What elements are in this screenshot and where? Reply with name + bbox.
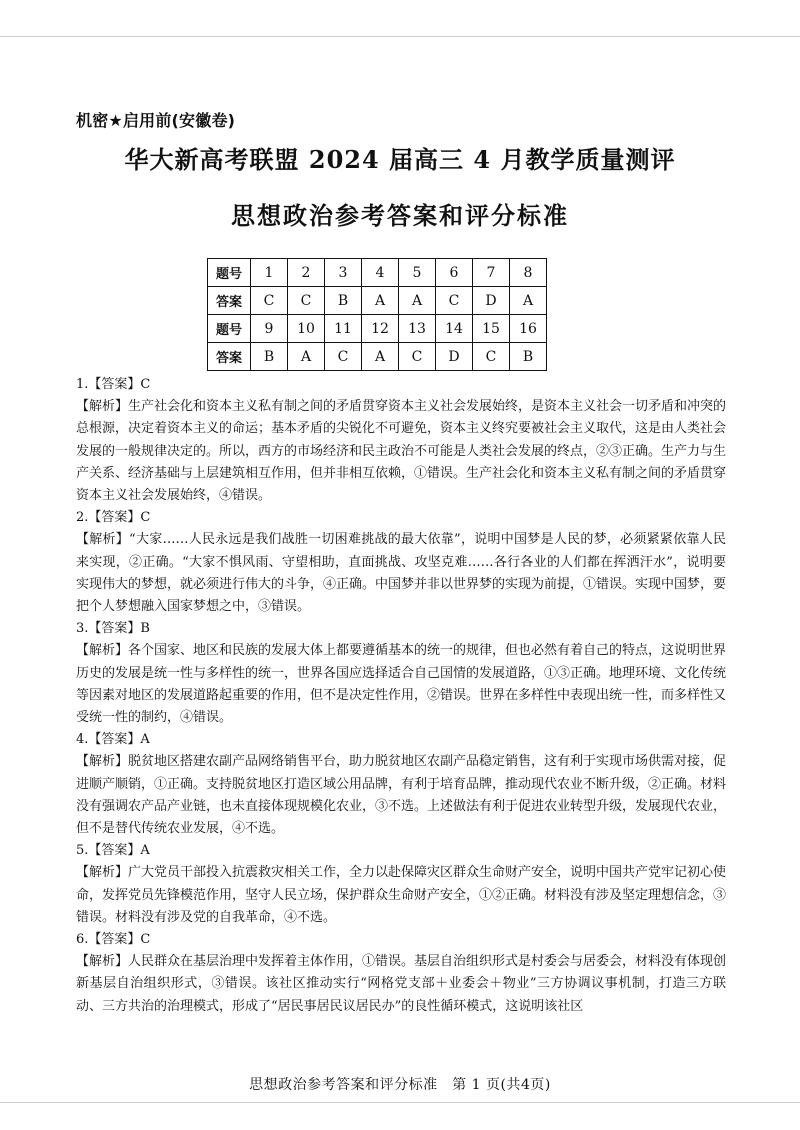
answer-table-row xyxy=(208,315,547,343)
question-block xyxy=(76,374,726,507)
explanation-text: 【解析】脱贫地区搭建农副产品网络销售平台，助力脱贫地区农副产品稳定销售，这有利于实现市场供需对接，促进顺产顺销，①正确。支持脱贫地区打造区域公用品牌，有利于培育品牌，推动现代农业不断升级，②正确。材料没有强调农产品产业链，也未直接体现规模化农业，③不选。上述做法有利于促进农业转型升级，发展现代农业，但不是替代传统农业发展，④不选。 xyxy=(76,754,727,837)
answer-cell: C xyxy=(473,343,510,371)
confidential-label: 机密★启用前(安徽卷) xyxy=(76,111,236,130)
page-title: 华大新高考联盟 2024 届高三 4 月教学质量测评 xyxy=(124,145,676,174)
answer-cell: B xyxy=(325,287,362,315)
question-number: 8 xyxy=(510,259,547,287)
answer-cell: A xyxy=(362,287,399,315)
row-label: 答案 xyxy=(208,343,251,371)
answer-heading: 1.【答案】C xyxy=(76,377,151,392)
answer-cell: A xyxy=(510,287,547,315)
row-label: 题号 xyxy=(208,259,251,287)
answer-cell: C xyxy=(288,287,325,315)
answer-cell: C xyxy=(399,343,436,371)
answer-table-row xyxy=(208,343,547,371)
question-block xyxy=(76,729,726,840)
answer-cell: A xyxy=(362,343,399,371)
answer-cell: B xyxy=(510,343,547,371)
question-number: 9 xyxy=(251,315,288,343)
question-number: 10 xyxy=(288,315,325,343)
question-block xyxy=(76,840,726,929)
answer-cell: D xyxy=(473,287,510,315)
answer-heading: 4.【答案】A xyxy=(76,732,150,748)
answer-cell: B xyxy=(251,343,288,371)
answer-table-row xyxy=(208,259,547,287)
answer-table xyxy=(207,258,547,371)
explanation-text: 【解析】人民群众在基层治理中发挥着主体作用，①错误。基层自治组织形式是村委会与居委会，材料没有体现创新基层自治组织形式，③错误。该社区推动实行“网格党支部＋业委会＋物业”三方协调议事机制，打造三方联动、三方共治的治理模式，形成了“居民事居民议居民办”的良性循环模式，这说明该社区 xyxy=(76,954,727,1014)
answer-cell: C xyxy=(251,287,288,315)
top-rule xyxy=(0,36,800,37)
question-number: 15 xyxy=(473,315,510,343)
row-label: 题号 xyxy=(208,315,251,343)
page-footer: 思想政治参考答案和评分标准 第 1 页(共4页) xyxy=(249,1077,551,1093)
question-number: 3 xyxy=(325,259,362,287)
question-number: 7 xyxy=(473,259,510,287)
question-number: 4 xyxy=(362,259,399,287)
row-label: 答案 xyxy=(208,287,251,315)
answer-heading: 3.【答案】B xyxy=(76,621,150,637)
question-number: 13 xyxy=(399,315,436,343)
answer-heading: 6.【答案】C xyxy=(76,932,151,948)
explanation-text: 【解析】广大党员干部投入抗震救灾相关工作，全力以赴保障灾区群众生命财产安全，说明中国共产党牢记初心使命，发挥党员先锋模范作用，坚守人民立场，保护群众生命财产安全，①②正确。材料没有涉及坚定理想信念，③错误。材料没有涉及党的自我革命，④不选。 xyxy=(76,865,727,925)
question-number: 14 xyxy=(436,315,473,343)
answer-cell: A xyxy=(399,287,436,315)
answer-cell: A xyxy=(288,343,325,371)
answer-cell: C xyxy=(325,343,362,371)
answer-cell: D xyxy=(436,343,473,371)
answer-heading: 2.【答案】C xyxy=(76,510,151,526)
explanation-text: 【解析】生产社会化和资本主义私有制之间的矛盾贯穿资本主义社会发展始终，是资本主义社会一切矛盾和冲突的总根源，决定着资本主义的命运；基本矛盾的尖锐化不可避免，资本主义终究要被社会主义取代，这是由人类社会发展的一般规律决定的。所以，西方的市场经济和民主政治不可能是人类社会发展的终点，②③正确。生产力与生产关系、经济基础与上层建筑相互作用，但并非相互依赖，①错误。生产社会化和资本主义私有制之间的矛盾贯穿资本主义社会发展始终，④错误。 xyxy=(76,399,727,504)
answer-heading: 5.【答案】A xyxy=(76,843,150,859)
question-number: 2 xyxy=(288,259,325,287)
question-block xyxy=(76,929,726,1018)
question-number: 1 xyxy=(251,259,288,287)
question-number: 16 xyxy=(510,315,547,343)
question-number: 6 xyxy=(436,259,473,287)
answer-table-row xyxy=(208,287,547,315)
explanation-text: 【解析】“大家……人民永远是我们战胜一切困难挑战的最大依靠”，说明中国梦是人民的梦，必须紧紧依靠人民来实现，②正确。“大家不惧风雨、守望相助，直面挑战、攻坚克难……各行各业的人们都在挥洒汗水”，说明要实现伟大的梦想，就必须进行伟大的斗争，④正确。中国梦并非以世界梦的实现为前提，①错误。实现中国梦，要把个人梦想融入国家梦想之中，③错误。 xyxy=(76,532,727,615)
bottom-rule xyxy=(0,1102,800,1103)
explanation-text: 【解析】各个国家、地区和民族的发展大体上都要遵循基本的统一的规律，但也必然有着自己的特点，这说明世界历史的发展是统一性与多样性的统一，世界各国应选择适合自己国情的发展道路，①③正确。地理环境、文化传统等因素对地区的发展道路起重要的作用，但不是决定性作用，②错误。世界在多样性中表现出统一性，而多样性又受统一性的制约，④错误。 xyxy=(76,643,727,726)
question-block xyxy=(76,507,726,618)
explanations xyxy=(76,374,726,1018)
question-number: 12 xyxy=(362,315,399,343)
page-subtitle: 思想政治参考答案和评分标准 xyxy=(231,202,569,230)
question-number: 11 xyxy=(325,315,362,343)
question-block xyxy=(76,618,726,729)
answer-cell: C xyxy=(436,287,473,315)
question-number: 5 xyxy=(399,259,436,287)
